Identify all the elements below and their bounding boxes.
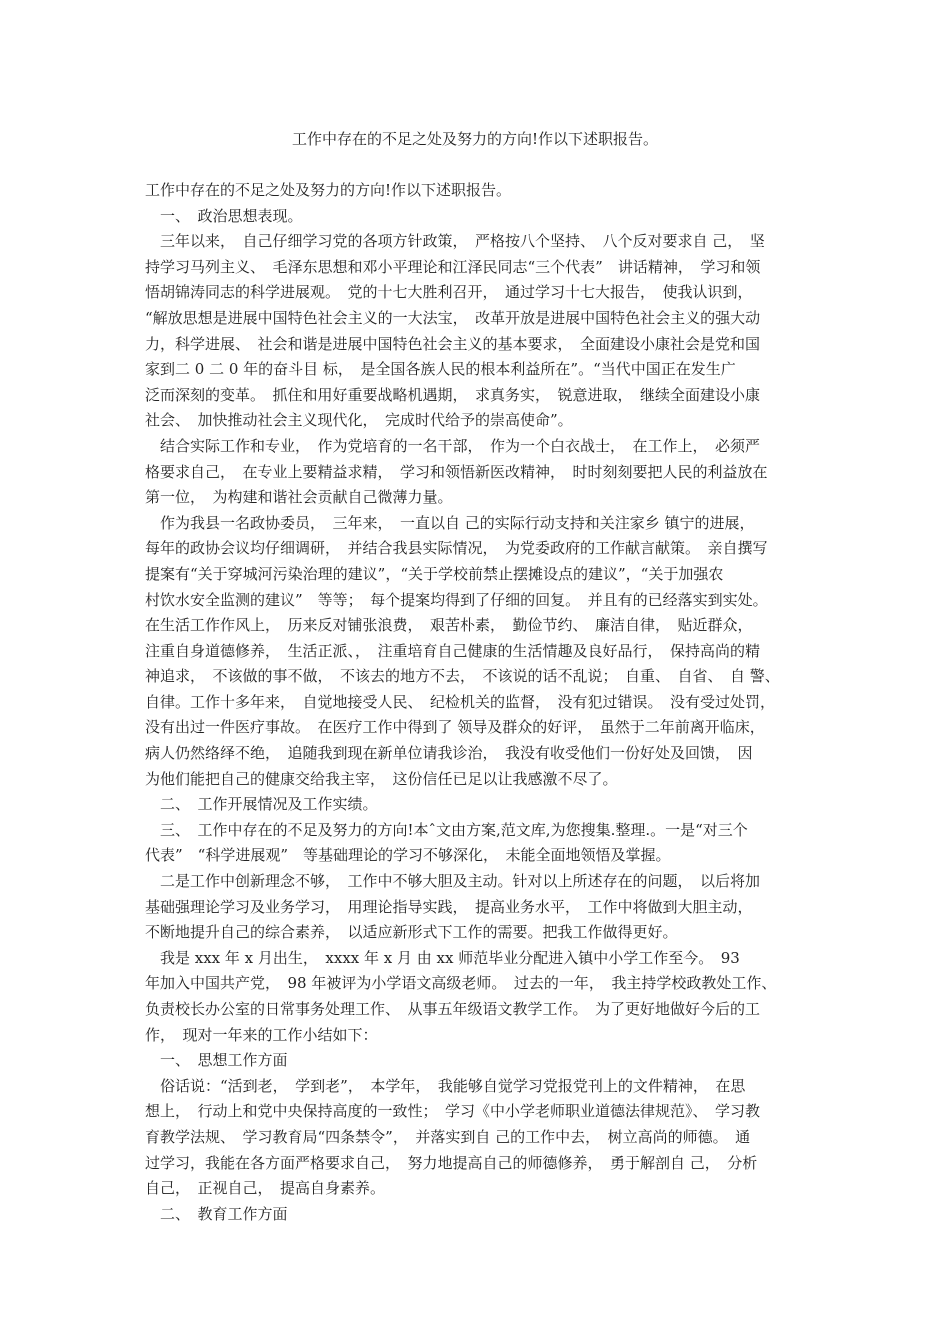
body-text-line: 二、 教育工作方面 — [145, 1204, 288, 1223]
body-text-line: 为他们能把自己的健康交给我主宰， 这份信任已足以让我感激不尽了。 — [145, 769, 618, 788]
body-text-line: 注重自身道德修养， 生活正派、， 注重培育自己健康的生活情趣及良好品行， 保持高尚的精 — [145, 641, 761, 660]
body-text-line: 二、 工作开展情况及工作实绩。 — [145, 795, 378, 814]
body-text-line: 作， 现对一年来的工作小结如下： — [145, 1025, 378, 1044]
body-text-line: 第一位， 为构建和谐社会贡献自己微薄力量。 — [145, 488, 453, 507]
body-text-line: 格要求自己， 在专业上要精益求精， 学习和领悟新医改精神， 时时刻刻要把人民的利益放在 — [145, 462, 768, 481]
body-text-line: 育教学法规、 学习教育局“四条禁令”， 并落实到自 己的工作中去， 树立高尚的师德。 通 — [145, 1127, 751, 1146]
document-title: 工作中存在的不足之处及努力的方向!作以下述职报告。 — [291, 130, 659, 148]
body-text-line: 结合实际工作和专业， 作为党培育的一名干部， 作为一个白衣战士， 在工作上， 必须严 — [145, 436, 761, 455]
body-text-line: 自己， 正视自己， 提高自身素养。 — [145, 1179, 386, 1198]
body-text-line: 年加入中国共产党， 98 年被评为小学语文高级老师。 过去的一年， 我主持学校政教处工作、 — [145, 974, 777, 993]
body-text-line: 三、 工作中存在的不足及努力的方向!本ˆ文由方案,范文库,为您搜集.整理.。一是“对三个 — [145, 820, 748, 839]
body-text-line: 没有出过一件医疗事故。 在医疗工作中得到了 领导及群众的好评， 虽然于二年前离开临床， — [145, 718, 765, 737]
body-text-line: 家到二 0 二 0 年的奋斗目 标， 是全国各族人民的根本利益所在”。“当代中国正在发生广 — [145, 360, 736, 379]
body-text-line: “解放思想是进展中国特色社会主义的一大法宝， 改革开放是进展中国特色社会主义的强大动 — [145, 308, 761, 327]
body-text-line: 三年以来， 自己仔细学习党的各项方针政策， 严格按八个坚持、 八个反对要求自 己， 坚 — [145, 232, 765, 251]
body-text-line: 一、 政治思想表现。 — [145, 206, 303, 225]
body-text-line: 二是工作中创新理念不够， 工作中不够大胆及主动。针对以上所述存在的问题， 以后将加 — [145, 872, 761, 891]
body-text-line: 每年的政协会议均仔细调研， 并结合我县实际情况， 为党委政府的工作献言献策。 亲自撰写 — [145, 539, 768, 558]
body-text-line: 想上， 行动上和党中央保持高度的一致性； 学习《中小学老师职业道德法律规范》、 学习教 — [145, 1102, 761, 1121]
body-text-line: 俗话说：“活到老， 学到老”， 本学年， 我能够自觉学习党报党刊上的文件精神， 在思 — [145, 1076, 746, 1095]
body-text-line: 自律。工作十多年来， 自觉地接受人民、 纪检机关的监督， 没有犯过错误。 没有受过处罚， — [145, 692, 776, 711]
body-text-line: 神追求， 不该做的事不做， 不该去的地方不去， 不该说的话不乱说； 自重、 自省、 自 警、 — [145, 667, 780, 686]
body-text-line: 一、 思想工作方面 — [145, 1051, 288, 1070]
body-text-line: 我是 xxx 年 x 月出生， xxxx 年 x 月 由 xx 师范毕业分配进入镇中小学工作至今。 93 — [145, 948, 740, 967]
body-text-line: 过学习，我能在各方面严格要求自己， 努力地提高自己的师德修养， 勇于解剖自 己， 分析 — [145, 1153, 758, 1172]
body-text-line: 泛而深刻的变革。 抓住和用好重要战略机遇期， 求真务实， 锐意进取， 继续全面建设小康 — [145, 385, 761, 404]
body-text-line: 在生活工作作风上， 历来反对铺张浪费， 艰苦朴素， 勤俭节约、 廉洁自律， 贴近群众， — [145, 616, 753, 635]
body-text-line: 作为我县一名政协委员， 三年来， 一直以自 己的实际行动支持和关注家乡 镇宁的进展， — [145, 513, 755, 532]
body-text-line: 悟胡锦涛同志的科学进展观。 党的十七大胜利召开， 通过学习十七大报告， 使我认识到， — [145, 283, 753, 302]
body-text-line: 代表” “科学进展观” 等基础理论的学习不够深化， 未能全面地领悟及掌握。 — [145, 846, 671, 865]
body-text-line: 不断地提升自己的综合素养， 以适应新形式下工作的需要。把我工作做得更好。 — [145, 923, 678, 942]
document-body — [145, 178, 810, 1227]
body-text-line: 村饮水安全监测的建议” 等等； 每个提案均得到了仔细的回复。 并且有的已经落实到实处。 — [145, 590, 768, 609]
body-text-line: 社会、 加快推动社会主义现代化， 完成时代给予的崇高使命”。 — [145, 411, 573, 430]
body-text-line: 提案有“关于穿城河污染治理的建议”，“关于学校前禁止摆摊设点的建议”，“关于加强农 — [145, 564, 724, 583]
body-text-line: 负责校长办公室的日常事务处理工作、 从事五年级语文教学工作。 为了更好地做好今后的工 — [145, 1000, 761, 1018]
body-text-line: 病人仍然络绎不绝， 追随我到现在新单位请我诊治， 我没有收受他们一份好处及回馈， 因 — [145, 744, 753, 763]
body-text-line: 基础强理论学习及业务学习， 用理论指导实践， 提高业务水平， 工作中将做到大胆主动， — [145, 897, 753, 916]
body-text-line: 工作中存在的不足之处及努力的方向!作以下述职报告。 — [145, 181, 512, 199]
body-text-line: 持学习马列主义、 毛泽东思想和邓小平理论和江泽民同志“三个代表” 讲话精神， 学习和领 — [145, 257, 761, 276]
body-text-line: 力，科学进展、 社会和谐是进展中国特色社会主义的基本要求， 全面建设小康社会是党和国 — [145, 334, 761, 353]
